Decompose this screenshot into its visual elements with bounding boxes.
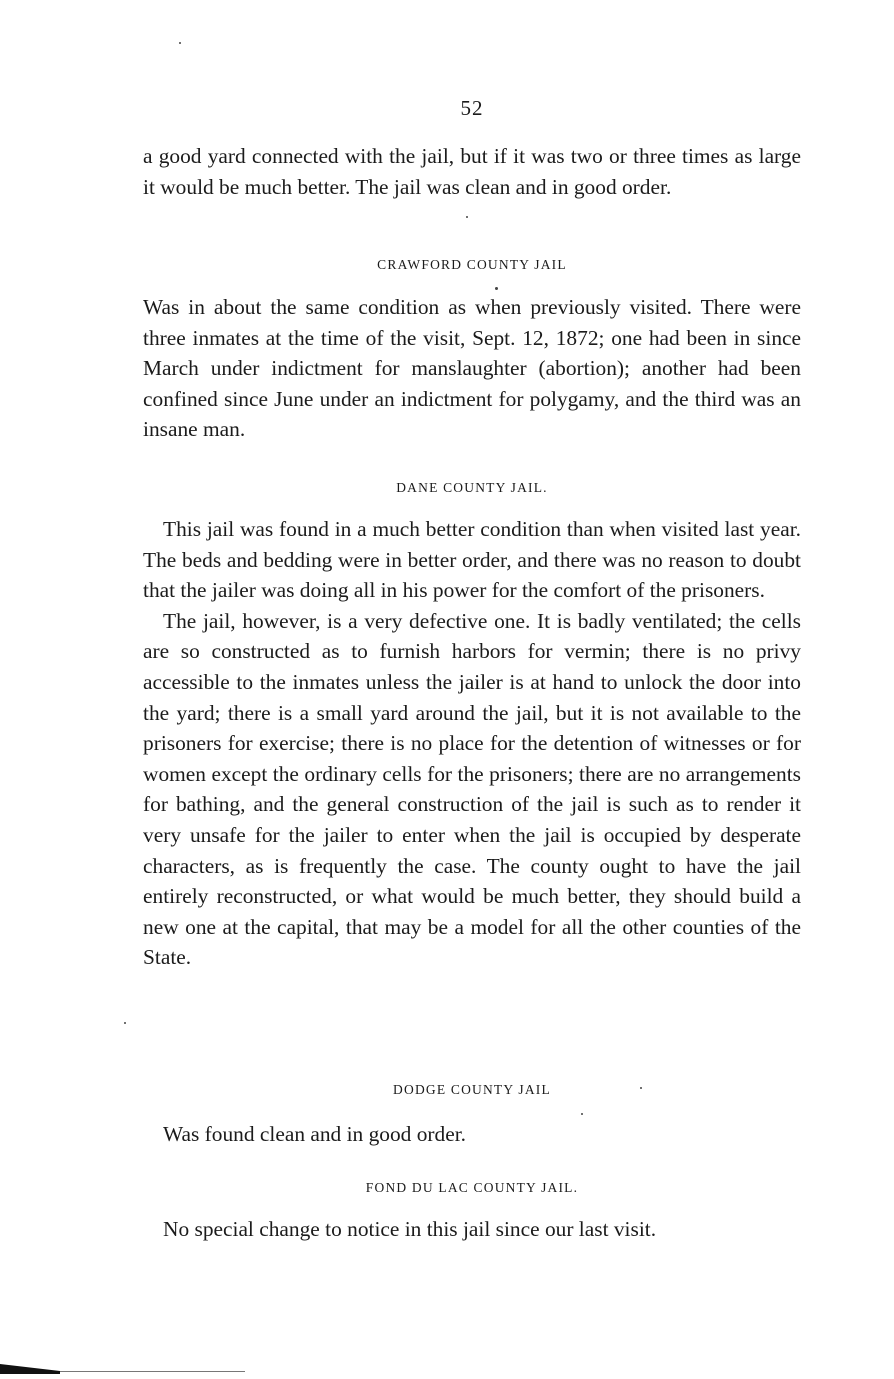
speck [581,1113,583,1115]
intro-paragraph [143,141,801,202]
paragraph-crawford-1: Was in about the same condition as when previously visited. There were three inmates at the time of the visit, Sept. 12, 1872; one had been in since March under indictment for manslaughter (abortion); another had been confined since June under an indictment for polygamy, and the third was an insane man. [143,295,801,442]
section-heading-crawford: CRAWFORD COUNTY JAIL [377,257,567,272]
scan-edge-line [60,1371,245,1372]
paragraph-dodge-1: Was found clean and in good order. [163,1122,467,1146]
intro-text: a good yard connected with the jail, but if it was two or three times as large it would be much better. The jail was clean and in good order. [143,144,801,199]
section-heading-dodge: DODGE COUNTY JAIL [393,1082,551,1097]
section-fond-du-lac [143,1214,801,1245]
section-crawford [143,292,801,445]
speck [179,42,181,44]
speck [124,1022,126,1024]
speck [640,1087,642,1089]
speck [466,216,468,218]
paragraph-dane-2: The jail, however, is a very defective one. It is badly ventilated; the cells are so constructed as to furnish harbors for vermin; there is no privy accessible to the inmates unless the jailer is at hand to unlock the door into the yard; there is a small yard around the jail, but it is not available to the prisoners for exercise; there is no place for the detention of witnesses or for women except the ordinary cells for the prisoners; there are no arrangements for bathing, and the general construction of the jail is such as to render it very unsafe for the jailer to enter when the jail is occupied by desperate characters, as is frequently the case. The county ought to have the jail entirely reconstructed, or what would be much better, they should build a new one at the capital, that may be a model for all the other counties of the State. [143,608,801,970]
scan-edge-mark [0,1364,60,1374]
paragraph-dane-1: This jail was found in a much better condition than when visited last year. The beds and bedding were in better order, and there was no reason to doubt that the jailer was doing all in his power for the comfort of the prisoners. [143,517,801,603]
page-number: 52 [460,96,484,120]
speck [495,287,498,290]
section-heading-fond-du-lac: FOND DU LAC COUNTY JAIL. [365,1180,579,1195]
section-dane [143,514,801,973]
section-heading-dane: DANE COUNTY JAIL. [396,480,548,495]
section-dodge [143,1119,801,1150]
paragraph-fond-du-lac-1: No special change to notice in this jail since our last visit. [163,1217,657,1241]
